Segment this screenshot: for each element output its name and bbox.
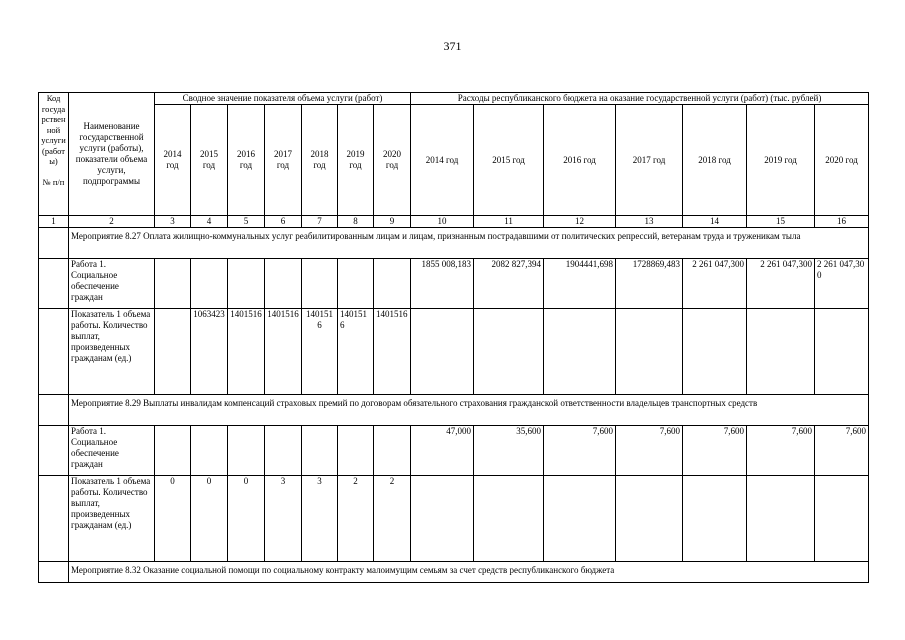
expense-value: 1904441,698 (544, 259, 616, 309)
expense-value: 1855 008,183 (411, 259, 474, 309)
column-number-row (39, 216, 869, 228)
indicator-label: Показатель 1 объема работы. Количество выплат, произведенных гражданам (ед.) (69, 309, 155, 395)
expense-year-header: 2015 год (474, 105, 544, 216)
section-title: Мероприятие 8.27 Оплата жилищно-коммунальных услуг реабилитированным лицам и лицам, признанным пострадавшими от политических репрессий, ветеранам труда и труженикам тыла (69, 228, 869, 259)
column-number: 14 (683, 216, 747, 228)
volume-year-header: 2014 год (155, 105, 191, 216)
section-row (39, 562, 869, 583)
work-row (39, 426, 869, 476)
page-number: 371 (443, 39, 462, 53)
indicator-value: 0 (191, 476, 228, 562)
expense-year-header: 2017 год (616, 105, 683, 216)
volume-year-header: 2017 год (265, 105, 302, 216)
indicator-value: 1401516 (265, 309, 302, 395)
expense-value: 2 261 047,300 (683, 259, 747, 309)
expense-value: 7,600 (815, 426, 869, 476)
indicator-value: 0 (155, 476, 191, 562)
section-row (39, 395, 869, 426)
volume-year-header: 2018 год (302, 105, 338, 216)
column-number: 3 (155, 216, 191, 228)
expense-year-header: 2019 год (747, 105, 815, 216)
column-number: 2 (69, 216, 155, 228)
indicator-label: Показатель 1 объема работы. Количество выплат, произведенных гражданам (ед.) (69, 476, 155, 562)
column-number: 12 (544, 216, 616, 228)
expense-value: 7,600 (747, 426, 815, 476)
column-number: 11 (474, 216, 544, 228)
expense-value: 2 261 047,300 (747, 259, 815, 309)
indicator-row (39, 309, 869, 395)
indicator-value: 1401516 (374, 309, 411, 395)
section-title: Мероприятие 8.32 Оказание социальной помощи по социальному контракту малоимущим семьям за счет средств республиканского бюджета (69, 562, 869, 583)
expense-year-header: 2016 год (544, 105, 616, 216)
budget-table (38, 92, 869, 583)
column-number: 7 (302, 216, 338, 228)
indicator-value: 2 (338, 476, 374, 562)
column-number: 4 (191, 216, 228, 228)
expense-year-header: 2020 год (815, 105, 869, 216)
indicator-value: 2 (374, 476, 411, 562)
expense-year-header: 2018 год (683, 105, 747, 216)
volume-year-header: 2019 год (338, 105, 374, 216)
section-row (39, 228, 869, 259)
column-number: 10 (411, 216, 474, 228)
expense-value: 47,000 (411, 426, 474, 476)
expense-value: 1728869,483 (616, 259, 683, 309)
column-number: 8 (338, 216, 374, 228)
indicator-value: 1063423 (191, 309, 228, 395)
column-number: 9 (374, 216, 411, 228)
volume-year-header: 2020 год (374, 105, 411, 216)
indicator-value (155, 309, 191, 395)
expense-value: 7,600 (544, 426, 616, 476)
work-label: Работа 1. Социальное обеспечение граждан (69, 259, 155, 309)
expense-value: 7,600 (683, 426, 747, 476)
column-number: 16 (815, 216, 869, 228)
expense-value: 2082 827,394 (474, 259, 544, 309)
column-number: 1 (39, 216, 69, 228)
work-row (39, 259, 869, 309)
work-label: Работа 1. Социальное обеспечение граждан (69, 426, 155, 476)
column-number: 13 (616, 216, 683, 228)
volume-group-header: Сводное значение показателя объема услуги (работ) (155, 93, 411, 105)
code-header: Код государственной услуги (работы) № п/п (39, 93, 69, 216)
indicator-row (39, 476, 869, 562)
indicator-value: 1401516 (228, 309, 265, 395)
volume-year-header: 2016 год (228, 105, 265, 216)
indicator-value: 1401516 (338, 309, 374, 395)
volume-year-header: 2015 год (191, 105, 228, 216)
section-title: Мероприятие 8.29 Выплаты инвалидам компенсаций страховых премий по договорам обязательного страхования гражданской ответственности владельцев транспортных средств (69, 395, 869, 426)
indicator-value: 3 (265, 476, 302, 562)
column-number: 15 (747, 216, 815, 228)
indicator-value: 1401516 (302, 309, 338, 395)
expense-year-header: 2014 год (411, 105, 474, 216)
expense-value: 7,600 (616, 426, 683, 476)
indicator-value: 3 (302, 476, 338, 562)
column-number: 5 (228, 216, 265, 228)
expense-group-header: Расходы республиканского бюджета на оказание государственной услуги (работ) (тыс. рублей) (411, 93, 869, 105)
column-number: 6 (265, 216, 302, 228)
indicator-value: 0 (228, 476, 265, 562)
expense-value: 2 261 047,300 (815, 259, 869, 309)
expense-value: 35,600 (474, 426, 544, 476)
name-header: Наименование государственной услуги (работы), показатели объема услуги, подпрограммы (69, 93, 155, 216)
